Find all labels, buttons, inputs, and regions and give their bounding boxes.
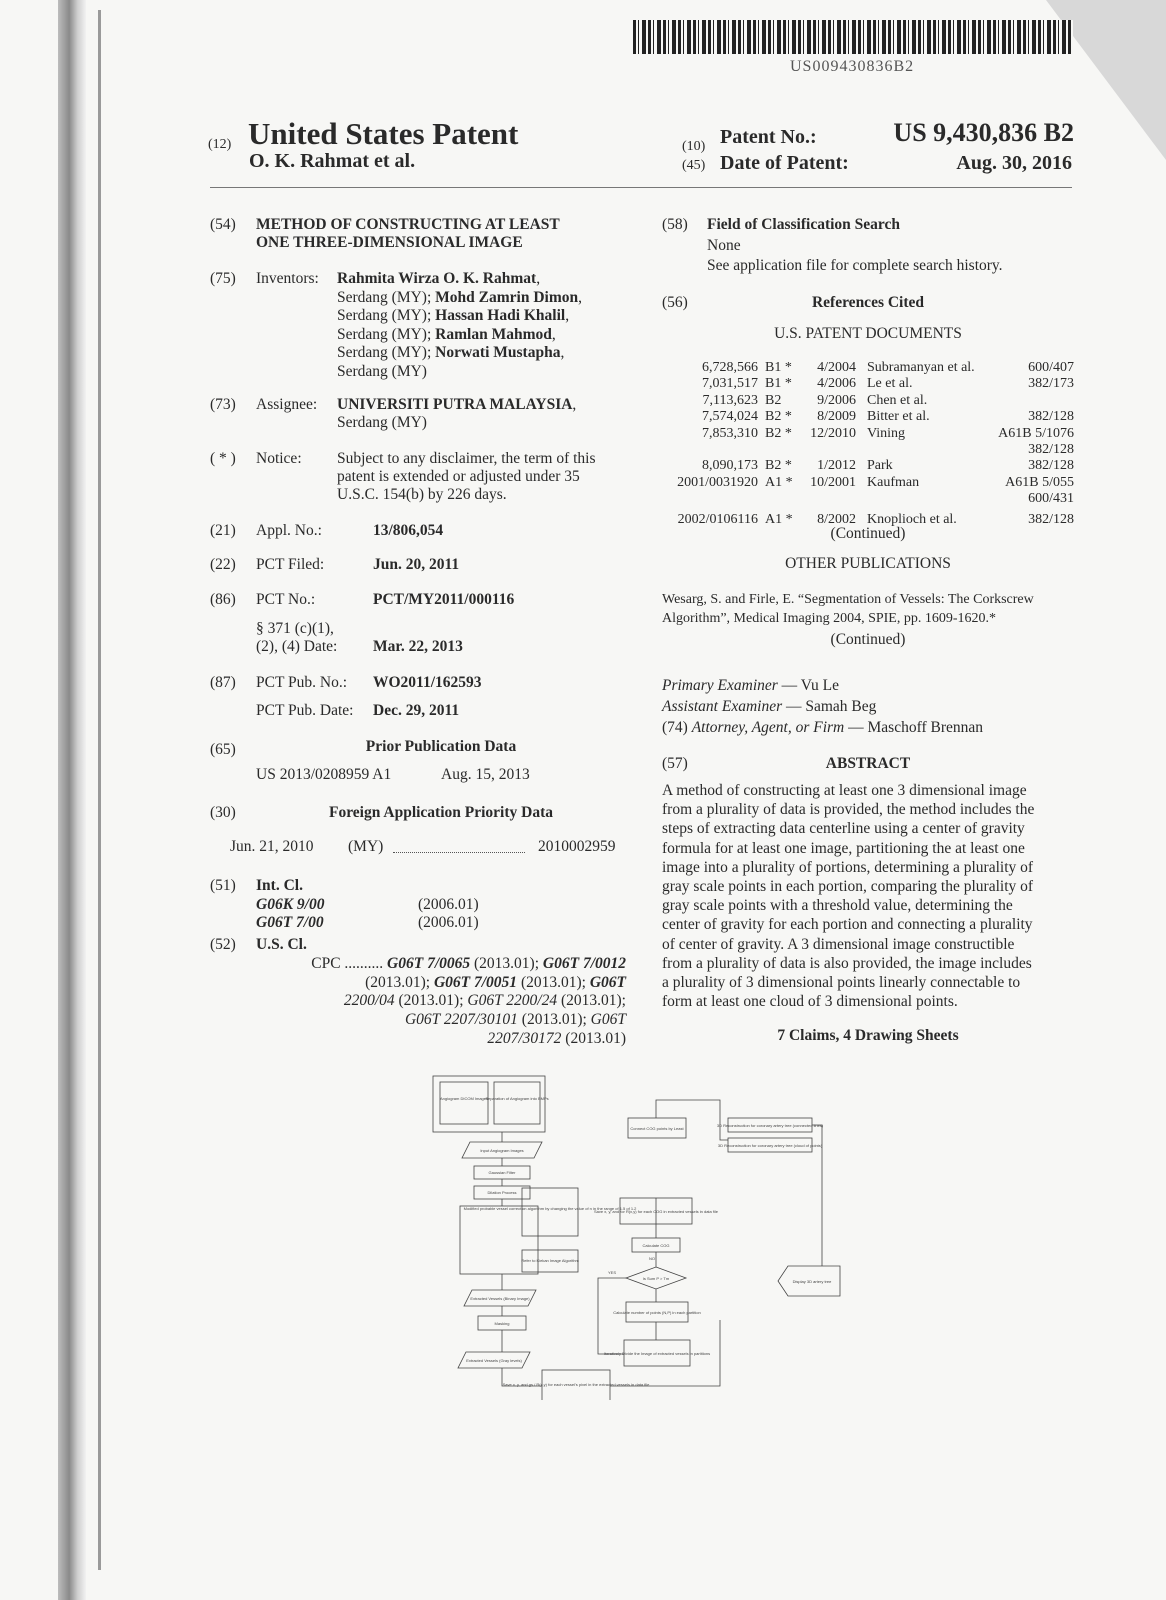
- node-3d-cloud: 3D Reconstruction for coronary artery tree (cloud of points): [717, 1143, 823, 1148]
- other-publications-heading: OTHER PUBLICATIONS: [785, 555, 951, 572]
- code-86: (86): [210, 591, 236, 608]
- code-58: (58): [662, 216, 688, 233]
- pct-no-label: PCT No.:: [256, 591, 316, 608]
- int-cl-code: G06T 7/00: [256, 914, 324, 931]
- int-cl-code: G06K 9/00: [256, 896, 325, 913]
- patent-title-header: United States Patent: [248, 116, 519, 151]
- date-of-patent: Aug. 30, 2016: [956, 152, 1072, 174]
- int-cl-version: (2006.01): [418, 896, 479, 913]
- other-pub-line-1: Wesarg, S. and Firle, E. “Segmentation of Vessels: The Corkscrew: [662, 592, 1034, 607]
- appl-no-label: Appl. No.:: [256, 522, 322, 539]
- foreign-date: Jun. 21, 2010: [230, 838, 314, 855]
- inventor-line: Serdang (MY); Mohd Zamrin Dimon,: [337, 288, 582, 306]
- references-heading: References Cited: [811, 294, 925, 311]
- label-yes: YES: [607, 1270, 617, 1275]
- node-masking: Masking: [494, 1321, 510, 1326]
- pct-pub-no-label: PCT Pub. No.:: [256, 674, 348, 691]
- references-table: [662, 360, 1074, 528]
- node-connect-cog: Connect COG points by Least: [630, 1126, 684, 1131]
- flow-connector: [598, 1278, 626, 1354]
- cpc-line-5: 2207/30172 (2013.01): [487, 1030, 626, 1047]
- node-save-cog: Save x, y, and /or R(x,y) for each COG in extracted vessels in data file: [594, 1209, 718, 1214]
- pct-pub-date-label: PCT Pub. Date:: [256, 702, 354, 719]
- assignee: UNIVERSITI PUTRA MALAYSIA,: [337, 396, 577, 413]
- us-docs-heading: U.S. PATENT DOCUMENTS: [774, 325, 962, 342]
- node-modified: Modified probable vessel correction algorithm by changing the value of n in the range of 1.5 of 1.2: [463, 1206, 637, 1211]
- authors: O. K. Rahmat et al.: [249, 150, 416, 172]
- barcode: [633, 20, 1073, 54]
- reference-row: 2001/0031920 A1 * 10/2001 Kaufman A61B 5/055: [677, 474, 1074, 490]
- patent-no-label: Patent No.:: [720, 126, 817, 148]
- int-cl-label: Int. Cl.: [256, 877, 303, 894]
- notice-label: Notice:: [256, 450, 302, 467]
- refs-continued: (Continued): [830, 525, 906, 542]
- us-cl-label: U.S. Cl.: [256, 936, 307, 953]
- notice-line-2: patent is extended or adjusted under 35: [337, 468, 580, 485]
- flow-connector: [607, 1198, 720, 1386]
- other-pub-line-2: Algorithm”, Medical Imaging 2004, SPIE, pp. 1609-1620.*: [662, 611, 997, 626]
- node-filter: Gaussian Filter: [488, 1170, 516, 1175]
- label-no: NO: [649, 1256, 655, 1261]
- cpc-line-2: (2013.01); G06T 7/0051 (2013.01); G06T: [365, 974, 626, 991]
- header-rule: [210, 187, 1072, 188]
- node-save-vessels: Save x, y, and gs / R(x,y) for each vessel's pixel in the extracted vessels in data file: [502, 1382, 650, 1387]
- code-22: (22): [210, 556, 236, 573]
- attorney: (74) Attorney, Agent, or Firm — Maschoff Brennan: [662, 719, 984, 736]
- abstract-heading: ABSTRACT: [825, 755, 911, 772]
- prior-pub-date: Aug. 15, 2013: [441, 766, 530, 783]
- reference-row: 6,728,566 B1 * 4/2004 Subramanyan et al. 600/407: [702, 360, 1074, 375]
- reference-row: 2002/0106116 A1 * 8/2002 Knoplioch et al. 382/128: [677, 511, 1074, 527]
- node-3d-lines: 3D Reconstruction for coronary artery tree (connected lines): [716, 1123, 824, 1128]
- assignee-location: Serdang (MY): [337, 414, 427, 431]
- code-12: (12): [208, 137, 232, 152]
- cpc-line-4: G06T 2207/30101 (2013.01); G06T: [404, 1011, 626, 1028]
- code-57: (57): [662, 755, 688, 772]
- flow-box: [440, 1082, 488, 1124]
- other-pubs-continued: (Continued): [830, 631, 906, 648]
- node-extracted-gray: Extracted Vessels (Gray levels): [466, 1358, 522, 1363]
- pct-pub-date: Dec. 29, 2011: [373, 702, 460, 719]
- inventor-line: Rahmita Wirza O. K. Rahmat,: [337, 270, 541, 287]
- node-input: Input Angiogram Images: [480, 1148, 524, 1153]
- pct-filed-label: PCT Filed:: [256, 556, 325, 573]
- pct-no: PCT/MY2011/000116: [373, 591, 515, 608]
- inventor-line: Serdang (MY); Hassan Hadi Khalil,: [337, 307, 570, 324]
- title-line-2: ONE THREE-DIMENSIONAL IMAGE: [256, 234, 523, 251]
- code-73: (73): [210, 396, 236, 413]
- abstract-body: A method of constructing at least one 3 dimensional image from a plurality of data is provided, the method includes the steps of extracting data centerline using a center of gravity formula for at least one image, partitioning the at least one image into a plurality of portions, determining a plurality of gray scale points in each portion, comparing the plurality of gray scale points with a threshold value, determining the center of gravity for each portion and connecting a plurality of center of gravity. A 3 dimensional image constructible from a plurality of data is also provided, the image includes a plurality of 3 dimensional points linearly connectable to form at least one cloud of 3 dimensional points.: [662, 782, 1035, 1011]
- reference-row: 7,574,024 B2 * 8/2009 Bitter et al. 382/128: [702, 409, 1074, 425]
- prior-pub-heading: Prior Publication Data: [365, 738, 517, 755]
- cpc-line-3: 2200/04 (2013.01); G06T 2200/24 (2013.01);: [343, 992, 626, 1009]
- field-search-none: None: [707, 237, 741, 254]
- flow-box: [433, 1076, 545, 1132]
- reference-row: 7,031,517 B1 * 4/2006 Le et al. 382/173: [702, 376, 1074, 392]
- inventor-line: Serdang (MY); Norwati Mustapha,: [337, 344, 565, 361]
- code-65: (65): [210, 741, 236, 758]
- flow-connector: [656, 1100, 728, 1140]
- date-of-patent-label: Date of Patent:: [720, 152, 849, 174]
- claims-drawings: 7 Claims, 4 Drawing Sheets: [777, 1027, 959, 1044]
- pct-pub-no: WO2011/162593: [373, 674, 482, 691]
- primary-examiner: Primary Examiner — Vu Le: [662, 677, 840, 694]
- flow-box: [460, 1206, 538, 1274]
- flow-box: [522, 1188, 578, 1236]
- foreign-country: (MY): [348, 838, 384, 855]
- code-notice: ( * ): [210, 450, 236, 467]
- reference-row-continuation: 600/431: [1028, 491, 1074, 507]
- node-count-points: Calculate number of points (N,P) in each partition: [613, 1310, 701, 1315]
- inventor-line: Serdang (MY): [337, 362, 427, 380]
- code-51: (51): [210, 877, 236, 894]
- node-calc-cog: Calculate COG: [642, 1243, 670, 1248]
- code-56: (56): [662, 294, 688, 311]
- node-dilation: Dilation Process: [487, 1190, 517, 1195]
- foreign-no: 2010002959: [538, 838, 616, 855]
- node-angiogram: Angiogram DICOM Images: [439, 1096, 489, 1101]
- code-45: (45): [682, 158, 706, 173]
- flow-box: [494, 1082, 540, 1124]
- cpc-line-1: CPC .......... G06T 7/0065 (2013.01); G06T 7/0012: [311, 955, 626, 972]
- int-cl-version: (2006.01): [418, 914, 479, 931]
- node-separation: Separation of Angiogram into BMPs: [485, 1096, 549, 1101]
- code-30: (30): [210, 804, 236, 821]
- node-decision: Is Sum P > Tm: [642, 1276, 670, 1281]
- barcode-number: US009430836B2: [790, 58, 915, 75]
- assistant-examiner: Assistant Examiner — Samah Beg: [662, 698, 877, 715]
- title-line-1: METHOD OF CONSTRUCTING AT LEAST: [256, 216, 560, 233]
- reference-row: 7,853,310 B2 * 12/2010 Vining A61B 5/1076: [702, 425, 1074, 441]
- pct-filed: Jun. 20, 2011: [373, 556, 460, 573]
- reference-row: 8,090,173 B2 * 1/2012 Park 382/128: [702, 458, 1074, 474]
- dot-leader: [393, 838, 525, 853]
- inventor-line: Serdang (MY); Ramlan Mahmod,: [337, 325, 556, 343]
- node-display: Display 3D artery tree: [792, 1279, 832, 1284]
- flowchart-figure: [430, 1070, 870, 1400]
- assignee-label: Assignee:: [256, 396, 318, 413]
- notice-line-3: U.S.C. 154(b) by 226 days.: [337, 486, 507, 503]
- reference-row: 7,113,623 B2 9/2006 Chen et al.: [702, 392, 928, 408]
- code-21: (21): [210, 522, 236, 539]
- code-54: (54): [210, 216, 236, 233]
- node-refer: Refer to Kiekan Image Algorithm: [521, 1258, 579, 1263]
- code-87: (87): [210, 674, 236, 691]
- field-search-heading: Field of Classification Search: [707, 216, 901, 233]
- notice-line-1: Subject to any disclaimer, the term of this: [337, 450, 596, 467]
- patent-number: US 9,430,836 B2: [893, 118, 1074, 147]
- foreign-priority-heading: Foreign Application Priority Data: [328, 804, 554, 821]
- binding-line: [98, 10, 101, 1570]
- s371-line-2: (2), (4) Date:: [256, 638, 338, 655]
- code-52: (52): [210, 936, 236, 953]
- node-partition: Iteratively Divide the Image of extracted vessels in partitions: [603, 1351, 711, 1356]
- appl-no: 13/806,054: [373, 522, 444, 539]
- reference-row-continuation: 382/128: [1028, 441, 1074, 457]
- s371-date: Mar. 22, 2013: [373, 638, 463, 655]
- code-75: (75): [210, 270, 236, 287]
- inventors-label: Inventors:: [256, 270, 319, 287]
- prior-pub-no: US 2013/0208959 A1: [256, 766, 392, 783]
- node-extracted-binary: Extracted Vessels (Binary Image): [470, 1296, 530, 1301]
- inventors-list: [337, 270, 627, 381]
- code-10: (10): [682, 139, 706, 154]
- binding-shadow: [58, 0, 86, 1600]
- s371-line-1: § 371 (c)(1),: [256, 620, 334, 637]
- field-search-note: See application file for complete search history.: [707, 257, 1003, 274]
